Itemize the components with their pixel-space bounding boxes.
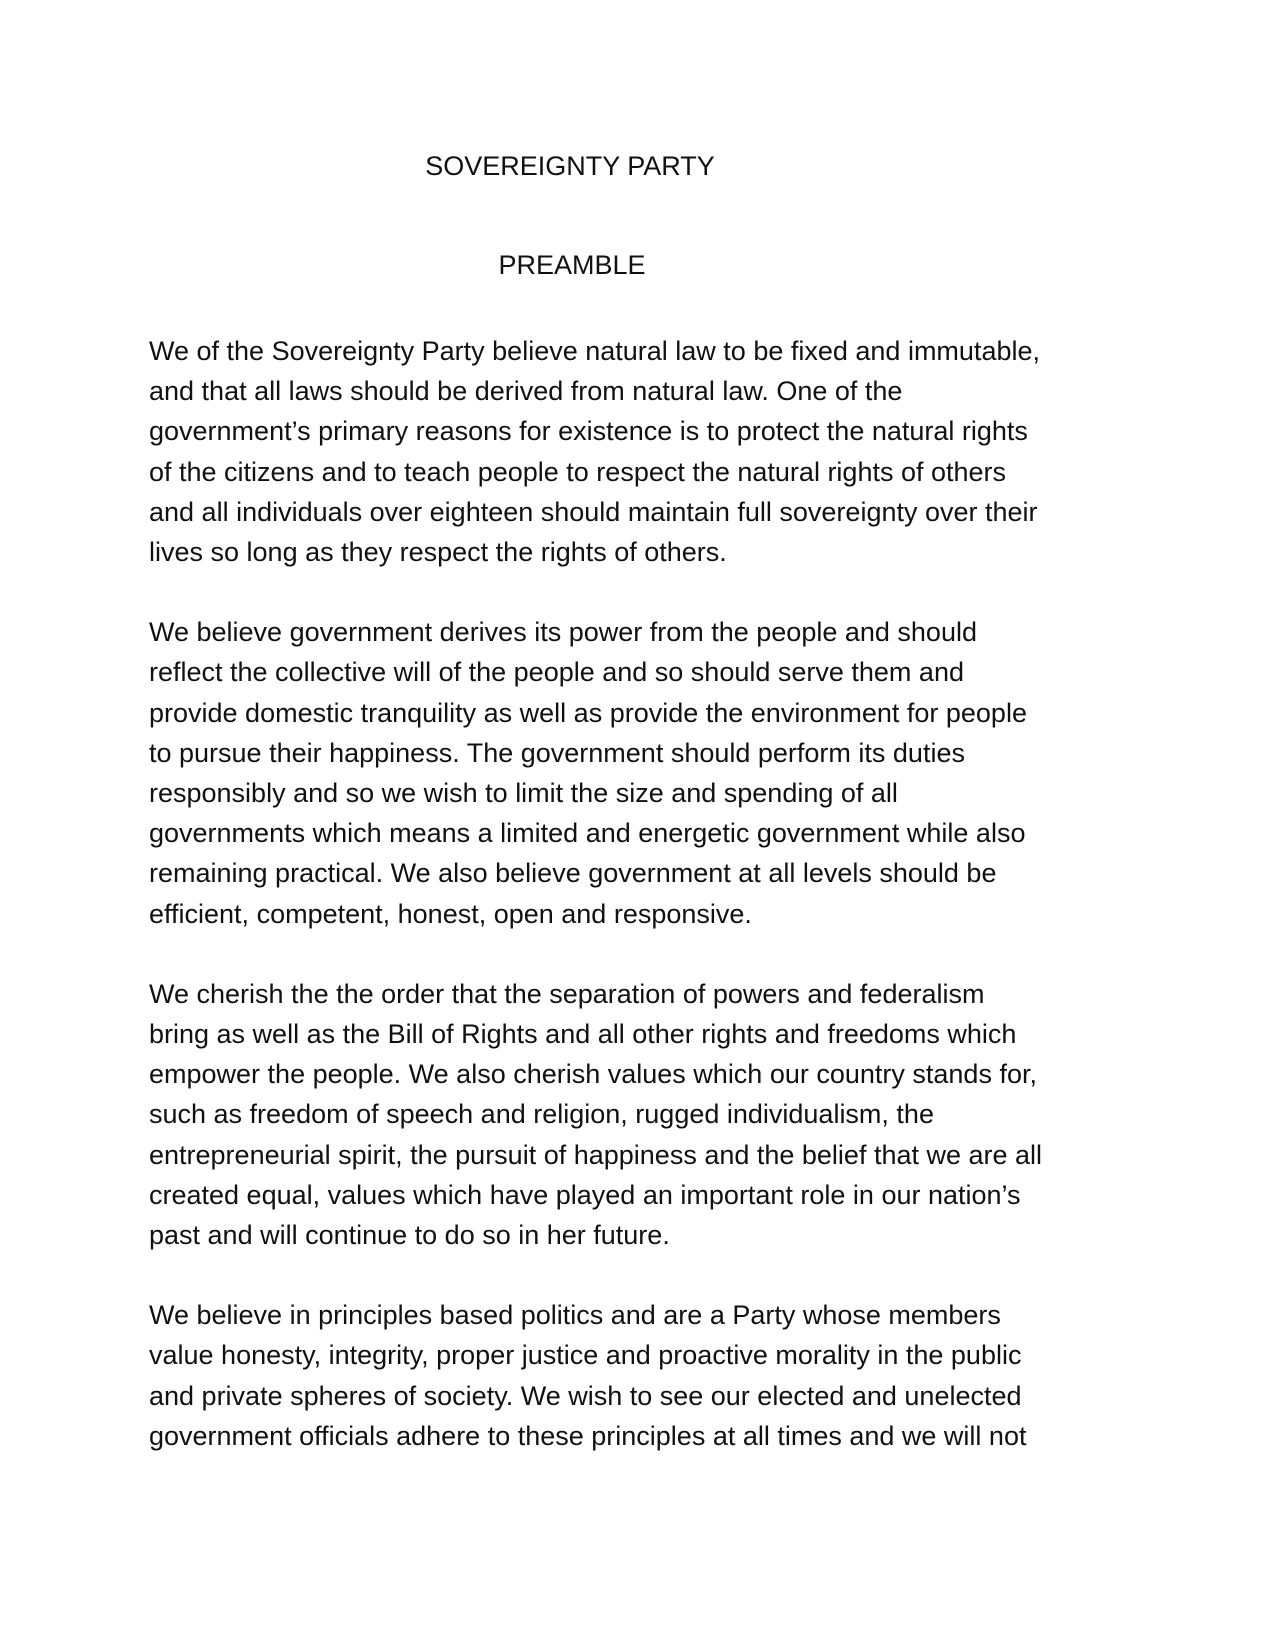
paragraph-3 [149,974,1109,1255]
paragraph-4 [149,1295,1109,1456]
text-line: We believe government derives its power from the people and should [149,617,977,648]
document-title: SOVEREIGNTY PARTY [425,151,715,181]
text-line: government’s primary reasons for existence is to protect the natural rights [149,416,1028,447]
text-line: such as freedom of speech and religion, rugged individualism, the [149,1099,934,1130]
text-line: and that all laws should be derived from natural law. One of the [149,376,903,407]
text-line: We cherish the the order that the separation of powers and federalism [149,978,985,1009]
text-line: lives so long as they respect the rights of others. [149,537,727,568]
text-line: remaining practical. We also believe government at all levels should be [149,858,997,889]
text-line: created equal, values which have played an important role in our nation’s [149,1179,1021,1210]
text-line: reflect the collective will of the people and so should serve them and [149,657,964,688]
text-line: to pursue their happiness. The government should perform its duties [149,737,965,768]
text-line: and all individuals over eighteen should maintain full sovereignty over their [149,496,1038,527]
text-line: governments which means a limited and energetic government while also [149,818,1026,849]
document-subtitle: PREAMBLE [498,250,646,280]
text-line: and private spheres of society. We wish to see our elected and unelected [149,1380,1022,1411]
paragraph-2 [149,612,1109,934]
paragraph-1 [149,331,1109,572]
text-line: We believe in principles based politics and are a Party whose members [149,1300,1001,1331]
text-line: provide domestic tranquility as well as provide the environment for people [149,697,1027,728]
text-line: responsibly and so we wish to limit the size and spending of all [149,778,898,809]
text-line: bring as well as the Bill of Rights and all other rights and freedoms which [149,1019,1017,1050]
text-line: value honesty, integrity, proper justice and proactive morality in the public [149,1340,1022,1371]
text-line: past and will continue to do so in her future. [149,1220,670,1251]
text-line: of the citizens and to teach people to respect the natural rights of others [149,456,1007,487]
text-line: efficient, competent, honest, open and responsive. [149,898,752,929]
document-body [149,331,1109,1496]
text-line: entrepreneurial spirit, the pursuit of happiness and the belief that we are all [149,1139,1043,1170]
text-line: empower the people. We also cherish values which our country stands for, [149,1059,1037,1090]
text-line: We of the Sovereignty Party believe natural law to be fixed and immutable, [149,336,1040,366]
text-line: government officials adhere to these principles at all times and we will not [149,1420,1027,1451]
